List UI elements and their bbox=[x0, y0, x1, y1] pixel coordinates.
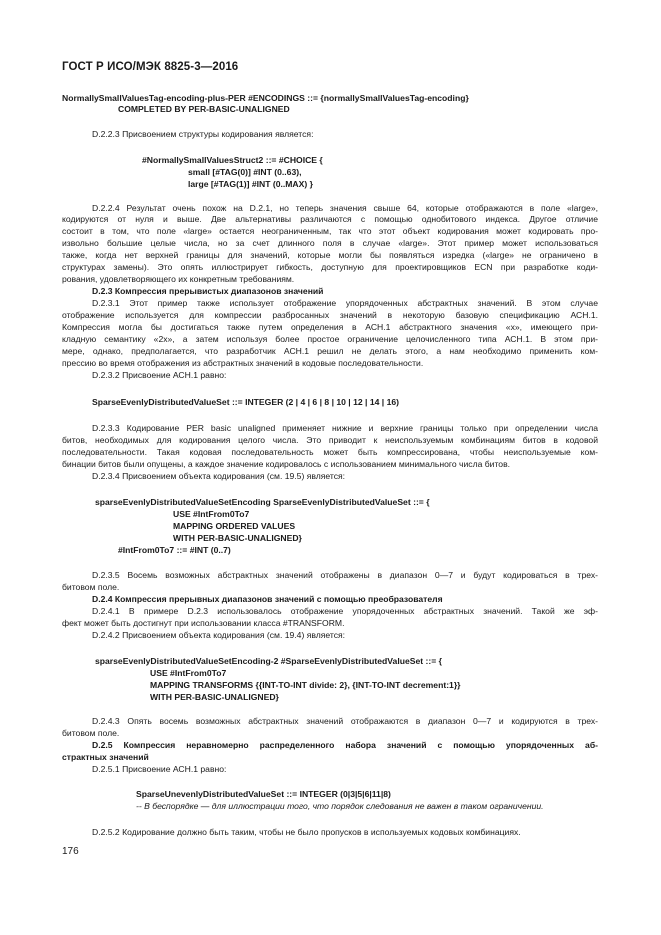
code-line: NormallySmallValuesTag-encoding-plus-PER #ENCODINGS ::= {normallySmallValuesTag-encoding} bbox=[62, 93, 469, 103]
section-heading: страктных значений bbox=[62, 752, 149, 762]
paragraph-line: фект может быть достигнут при использовании класса #TRANSFORM. bbox=[62, 618, 345, 628]
code-comment: -- В беспорядке — для иллюстрации того, что порядок следования не важен в таком ограничении. bbox=[136, 801, 544, 811]
code-line: SparseEvenlyDistributedValueSet ::= INTEGER (2 | 4 | 6 | 8 | 10 | 12 | 14 | 16) bbox=[92, 397, 399, 407]
paragraph-line: прессию во время отображения из абстрактных значений в кодовые последовательности. bbox=[62, 358, 424, 368]
section-heading: D.2.4 Компрессия прерывных диапазонов значений с помощью преобразователя bbox=[92, 594, 443, 604]
code-line: sparseEvenlyDistributedValueSetEncoding-2 #SparseEvenlyDistributedValueSet ::= { bbox=[95, 656, 442, 666]
paragraph: D.2.5.2 Кодирование должно быть таким, чтобы не было пропусков в используемых кодовых комбинациях. bbox=[92, 827, 521, 837]
code-line: #NormallySmallValuesStruct2 ::= #CHOICE { bbox=[142, 155, 323, 165]
paragraph-line: мере, однако, предполагается, что разработчик АСН.1 решил не делать этого, а нам необходимо применить ком- bbox=[62, 346, 598, 356]
paragraph-line: извольно большие целые числа, но за счет длинного поля в случае «large». Этот пример может использоваться bbox=[62, 238, 598, 248]
paragraph: D.2.3.4 Присвоением объекта кодирования (см. 19.5) является: bbox=[92, 471, 346, 481]
paragraph: D.2.3.2 Присвоение АСН.1 равно: bbox=[92, 370, 227, 380]
code-line: large [#TAG(1)] #INT (0..MAX) } bbox=[188, 179, 313, 189]
paragraph-line: D.2.3.3 Кодирование PER basic unaligned применяет нижние и верхние границы только при определении числа bbox=[92, 423, 598, 433]
code-line: USE #IntFrom0To7 bbox=[150, 668, 227, 678]
code-line: sparseEvenlyDistributedValueSetEncoding SparseEvenlyDistributedValueSet ::= { bbox=[95, 497, 430, 507]
paragraph-line: D.2.4.3 Опять восемь возможных абстрактных значений отображаются в диапазон 0—7 и кодируются в трех- bbox=[92, 716, 598, 726]
paragraph-line: Компрессия могла бы достигаться также путем определения в АСН.1 абстрактного значения «x», имеющего при- bbox=[62, 322, 598, 332]
document-header: ГОСТ Р ИСО/МЭК 8825-3—2016 bbox=[62, 61, 239, 73]
code-line: small [#TAG(0)] #INT (0..63), bbox=[188, 167, 302, 177]
paragraph-line: битовом поле. bbox=[62, 728, 120, 738]
paragraph: D.2.4.2 Присвоением объекта кодирования (см. 19.4) является: bbox=[92, 630, 346, 640]
paragraph-line: также, когда нет верхней границы для значений, которые могли бы появляться изредка («large» не ограничено в bbox=[62, 250, 598, 260]
code-line: #IntFrom0To7 ::= #INT (0..7) bbox=[118, 545, 231, 555]
code-line: MAPPING TRANSFORMS {{INT-TO-INT divide: 2}, {INT-TO-INT decrement:1}} bbox=[150, 680, 461, 690]
paragraph-line: D.2.2.4 Результат очень похож на D.2.1, но теперь значения свыше 64, которые отображаются в поле «large», bbox=[92, 203, 598, 213]
paragraph-line: битовом поле. bbox=[62, 582, 120, 592]
code-line: USE #IntFrom0To7 bbox=[173, 509, 250, 519]
paragraph-line: последовательности. Такая кодовая последовательность может быть компрессирована, чтобы неиспользуемые ком- bbox=[62, 447, 598, 457]
code-line: WITH PER-BASIC-UNALIGNED} bbox=[173, 533, 302, 543]
section-heading: D.2.5 Компрессия неравномерно распределенного набора значений с помощью упорядоченных аб- bbox=[92, 740, 598, 750]
paragraph-line: D.2.3.5 Восемь возможных абстрактных значений отображены в диапазон 0—7 и будут кодироваться в трех- bbox=[92, 570, 598, 580]
paragraph-line: бинации битов были опущены, а каждое значение кодировалось с использованием минимального числа битов. bbox=[62, 459, 511, 469]
paragraph-line: структурах замены). Это опять иллюстрирует гибкость, доступную для проектировщиков ECN при разработке коди- bbox=[62, 262, 598, 272]
paragraph-line: битов, необходимых для кодирования целого числа. Это приводит к неиспользуемым комбинациям битов в кодовой bbox=[62, 435, 598, 445]
paragraph: D.2.2.3 Присвоением структуры кодирования является: bbox=[92, 129, 314, 139]
code-line: WITH PER-BASIC-UNALIGNED} bbox=[150, 692, 279, 702]
code-line: COMPLETED BY PER-BASIC-UNALIGNED bbox=[118, 104, 290, 114]
section-heading: D.2.3 Компрессия прерывистых диапазонов значений bbox=[92, 286, 324, 296]
paragraph-line: кодируются от нуля и выше. Две альтернативы различаются с помощью однобитового индекса. Другое отличие bbox=[62, 214, 598, 224]
paragraph-line: D.2.4.1 В примере D.2.3 использовалось отображение упорядоченных абстрактных значений. Такой же эф- bbox=[92, 606, 598, 616]
paragraph-line: кладную семантику «2x», а затем используя более простое ограничение целочисленного типа АСН.1. В этом при- bbox=[62, 334, 598, 344]
page-number: 176 bbox=[62, 846, 79, 857]
code-line: SparseUnevenlyDistributedValueSet ::= INTEGER (0|3|5|6|11|8) bbox=[136, 789, 391, 799]
paragraph-line: состоит в том, что поле «large» остается неограниченным, так что этот объект кодирования может кодировать про- bbox=[62, 226, 598, 236]
paragraph: D.2.5.1 Присвоение АСН.1 равно: bbox=[92, 764, 227, 774]
paragraph-line: рования, удовлетворяющего их конкретным требованиям. bbox=[62, 274, 295, 284]
paragraph-line: отображение используется для компрессии разбросанных значений в некоторую базовую спецификацию АСН.1. bbox=[62, 310, 598, 320]
paragraph-line: D.2.3.1 Этот пример также использует отображение упорядоченных абстрактных значений. В этом случае bbox=[92, 298, 598, 308]
code-line: MAPPING ORDERED VALUES bbox=[173, 521, 296, 531]
